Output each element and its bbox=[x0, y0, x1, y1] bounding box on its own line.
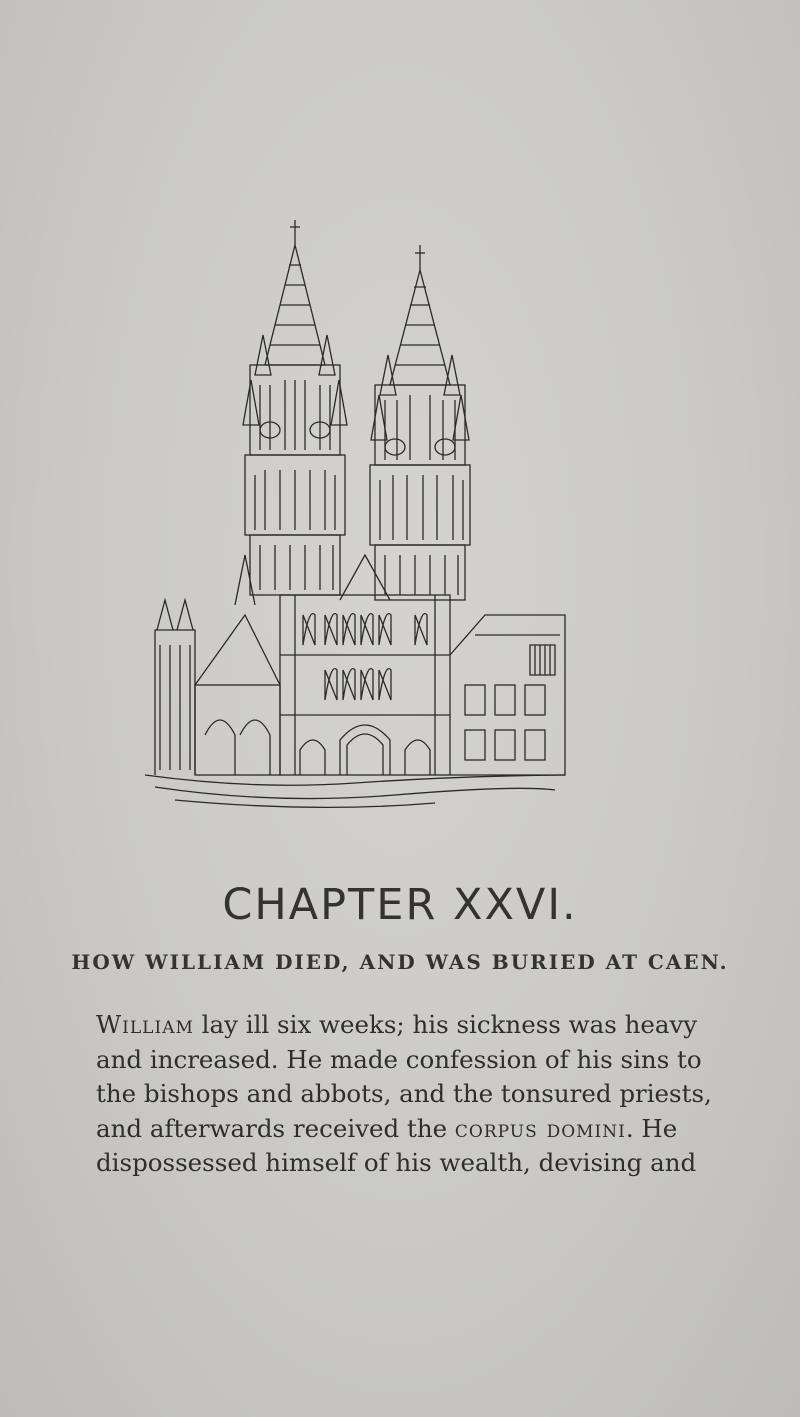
text-segment: lay ill six weeks; his sickness was heavy bbox=[193, 1010, 698, 1039]
text-segment: . He bbox=[625, 1113, 678, 1143]
text-segment: and afterwards received the bbox=[96, 1113, 455, 1143]
abbey-church-engraving bbox=[135, 215, 575, 815]
drop-word: William bbox=[96, 1010, 194, 1039]
text-line bbox=[96, 1112, 678, 1147]
chapter-title: CHAPTER XXVI. bbox=[222, 880, 578, 930]
small-caps-phrase: corpus domini bbox=[454, 1113, 626, 1143]
text-line: the bishops and abbots, and the tonsured priests, bbox=[96, 1079, 712, 1108]
text-line bbox=[96, 1008, 698, 1043]
body-paragraph bbox=[96, 1008, 712, 1181]
chapter-subtitle: HOW WILLIAM DIED, AND WAS BURIED AT CAEN. bbox=[71, 950, 729, 974]
text-line: and increased. He made confession of his sins to bbox=[96, 1044, 702, 1074]
text-line: dispossessed himself of his wealth, devising and bbox=[96, 1148, 697, 1177]
